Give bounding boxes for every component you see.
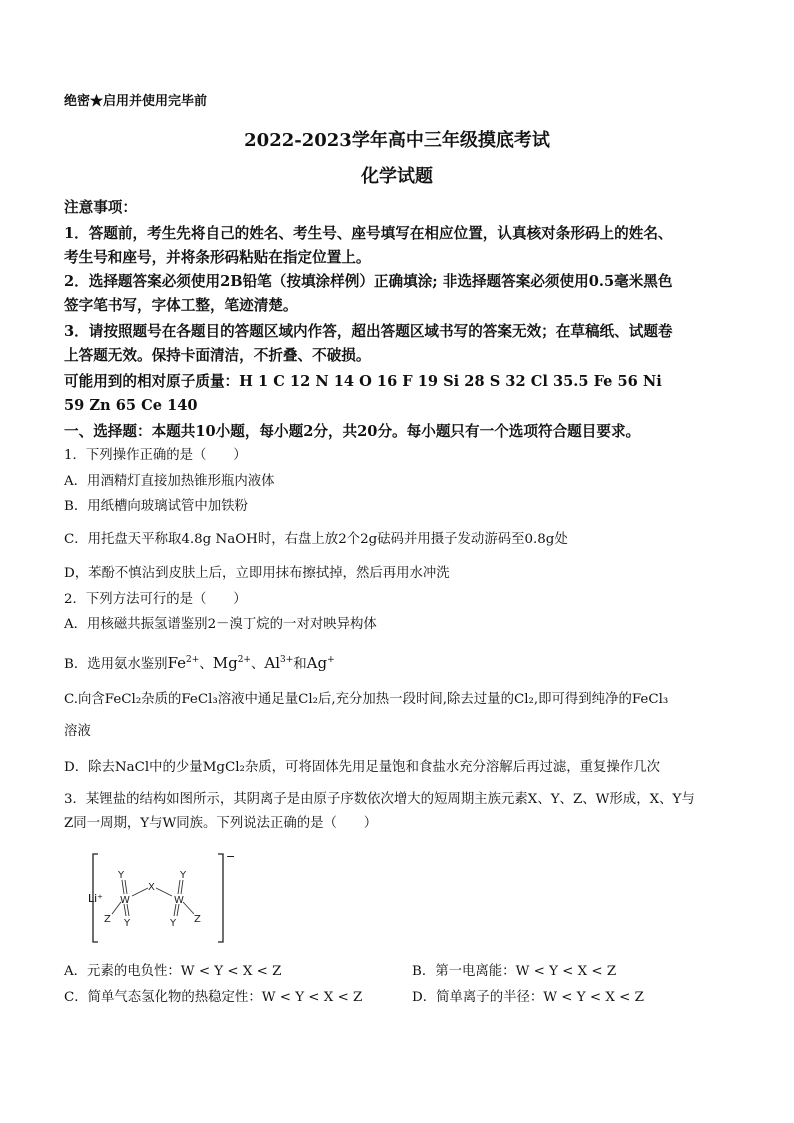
q3-stem-line-2: Z同一周期，Y与W同族。下列说法正确的是（ ）	[64, 816, 378, 831]
li-cation: Li⁺	[88, 892, 103, 905]
atomic-mass-line-2: 59 Zn 65 Ce 140	[64, 397, 198, 414]
q2-option-c-line-2: 溶液	[64, 724, 91, 739]
exam-subtitle: 化学试题	[361, 166, 433, 187]
q2-option-b: B．选用氨水鉴别$Fe^{2+}$、$Mg^{2+}$、$Al^{3+}$和Ag+	[64, 654, 335, 672]
q3-option-c: C．简单气态氢化物的热稳定性：W < Y < X < Z	[64, 990, 363, 1005]
exam-title: 2022-2023学年高中三年级摸底考试	[244, 130, 550, 151]
atom-y: Y	[170, 918, 177, 929]
q3-option-a: A．元素的电负性：W < Y < X < Z	[64, 964, 282, 979]
q1-option-d: D，苯酚不慎沾到皮肤上后，立即用抹布擦拭掉，然后再用水冲洗	[64, 566, 450, 581]
q2-option-c-line-1: C.向含FeCl₂杂质的FeCl₃溶液中通足量Cl₂后,充分加热一段时间,除去过量的Cl₂,即可得到纯净的FeCl₃	[64, 692, 669, 707]
q3-option-b: B．第一电离能：W < Y < X < Z	[412, 964, 617, 979]
note-1-line-2: 考生号和座号，并将条形码粘贴在指定位置上。	[64, 249, 371, 266]
notes-heading: 注意事项：	[64, 199, 137, 216]
atom-z: Z	[104, 914, 111, 925]
q1-option-a: A．用酒精灯直接加热锥形瓶内液体	[64, 474, 275, 489]
anion-charge: −	[226, 850, 236, 863]
q3-stem-line-1: 3．某锂盐的结构如图所示，其阴离子是由原子序数依次增大的短周期主族元素X、Y、Z、W形成，X、Y与	[64, 792, 695, 807]
atom-w: W	[174, 895, 184, 906]
ion-al: $Al^{3+}$	[264, 654, 294, 672]
atom-y: Y	[124, 918, 131, 929]
note-2-line-2: 签字笔书写，字体工整，笔迹清楚。	[64, 297, 298, 314]
q2-b-prefix: B．选用氨水鉴别	[64, 657, 168, 672]
atomic-mass-line-1: 可能用到的相对原子质量：H 1 C 12 N 14 O 16 F 19 Si 28 S 32 Cl 35.5 Fe 56 Ni	[64, 373, 662, 390]
q2-option-d: D．除去NaCl中的少量MgCl₂杂质，可将固体先用足量饱和食盐水充分溶解后再过滤，重复操作几次	[64, 760, 660, 775]
note-2-line-1: 2．选择题答案必须使用2B铅笔（按填涂样例）正确填涂; 非选择题答案必须使用0.5毫米黑色	[64, 273, 673, 290]
q3-option-d: D．简单离子的半径：W < Y < X < Z	[412, 990, 644, 1005]
ion-fe: $Fe^{2+}$	[167, 654, 200, 672]
ion-mg: $Mg^{2+}$	[212, 654, 251, 672]
note-3-line-1: 3．请按照题号在各题目的答题区域内作答，超出答题区域书写的答案无效；在草稿纸、试题卷	[64, 323, 673, 340]
anion-structure-diagram	[86, 850, 236, 946]
secret-label: 绝密★启用并使用完毕前	[64, 94, 208, 109]
q1-option-c: C．用托盘天平称取4.8g NaOH时，右盘上放2个2g砝码并用摄子发动游码至0.8g处	[64, 532, 568, 547]
atom-y: Y	[118, 870, 125, 881]
atom-y: Y	[180, 870, 187, 881]
atom-x: X	[148, 882, 155, 893]
atom-w: W	[120, 895, 130, 906]
q2-stem: 2．下列方法可行的是（ ）	[64, 592, 247, 607]
note-3-line-2: 上答题无效。保持卡面清洁，不折叠、不破损。	[64, 347, 371, 364]
q2-option-a: A．用核磁共振氢谱鉴别2－溴丁烷的一对对映异构体	[64, 617, 377, 632]
section-heading: 一、选择题：本题共10小题，每小题2分，共20分。每小题只有一个选项符合题目要求。	[64, 423, 641, 440]
q1-option-b: B．用纸槽向玻璃试管中加铁粉	[64, 499, 248, 514]
note-1-line-1: 1．答题前，考生先将自己的姓名、考生号、座号填写在相应位置，认真核对条形码上的姓名、	[64, 225, 673, 242]
atom-z: Z	[194, 914, 201, 925]
ion-ag: Ag+	[306, 654, 335, 672]
q1-stem: 1．下列操作正确的是（ ）	[64, 448, 247, 463]
right-bracket	[218, 854, 223, 942]
